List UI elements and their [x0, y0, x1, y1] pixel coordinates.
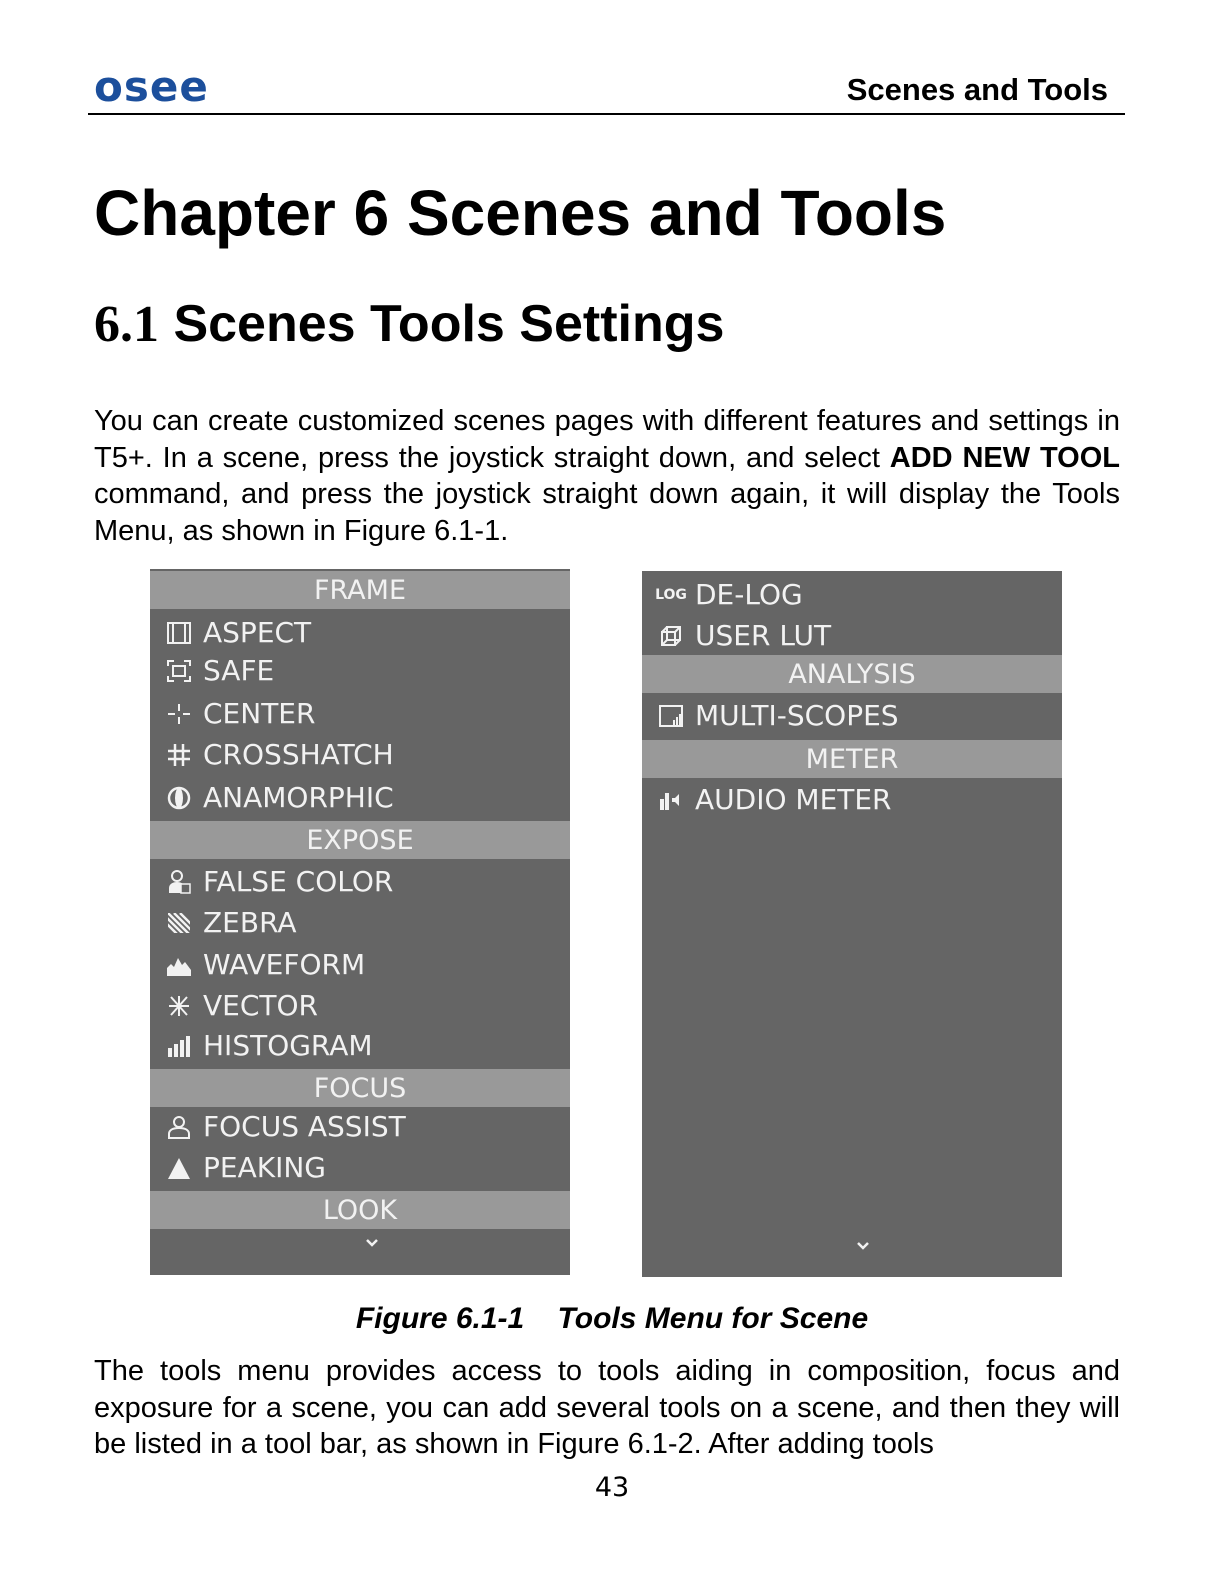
running-header: Scenes and Tools [846, 72, 1108, 107]
menu-item-label: FOCUS ASSIST [203, 1110, 406, 1143]
menu-item-label: ANAMORPHIC [203, 781, 394, 814]
menu-item-histogram[interactable] [164, 1026, 373, 1066]
log-icon: LOG [655, 587, 687, 603]
histogram-icon [164, 1032, 194, 1060]
section-number: 6.1 [94, 296, 159, 353]
menu-header-analysis: ANALYSIS [642, 655, 1062, 693]
menu-item-label: DE-LOG [695, 578, 803, 611]
menu-header-meter: METER [642, 740, 1062, 778]
intro-text-2: command, and press the joystick straight down again, it will display the Tools Menu, as shown in Figure 6.1-1. [94, 478, 1120, 547]
menu-item-zebra[interactable] [164, 903, 297, 943]
section-title-text: Scenes Tools Settings [173, 295, 725, 353]
menu-item-vector[interactable] [164, 986, 318, 1026]
multi-scopes-icon [656, 702, 686, 730]
body-paragraph: The tools menu provides access to tools aiding in composition, focus and exposure for a scene, you can add several tools on a scene, and then they will be listed in a tool bar, as shown in Figure 6.1-2. After adding tools [94, 1355, 1120, 1460]
menu-item-label: CENTER [203, 697, 316, 730]
intro-command-name: ADD NEW TOOL [889, 441, 1120, 474]
menu-header-look: LOOK [150, 1191, 570, 1229]
center-icon [164, 700, 194, 728]
menu-header-expose: EXPOSE [150, 821, 570, 859]
tools-menu-left-panel [150, 569, 570, 1275]
menu-item-label: HISTOGRAM [203, 1029, 373, 1062]
zebra-icon [164, 909, 194, 937]
tools-menu-right-panel [642, 571, 1062, 1277]
menu-item-peaking[interactable] [164, 1148, 326, 1188]
menu-item-focus-assist[interactable] [164, 1107, 406, 1147]
menu-item-aspect[interactable] [164, 613, 311, 653]
page-number: 43 [594, 1472, 630, 1503]
waveform-icon [164, 951, 194, 979]
crosshatch-icon [164, 741, 194, 769]
vector-icon [164, 992, 194, 1020]
menu-item-crosshatch[interactable] [164, 735, 394, 775]
menu-item-label: USER LUT [695, 619, 832, 652]
menu-header-focus: FOCUS [150, 1069, 570, 1107]
menu-item-center[interactable] [164, 694, 315, 734]
focus-assist-icon [164, 1113, 194, 1141]
menu-item-label: SAFE [203, 654, 275, 687]
menu-item-label: AUDIO METER [695, 783, 892, 816]
menu-item-label: CROSSHATCH [203, 738, 394, 771]
menu-item-label: MULTI-SCOPES [695, 699, 899, 732]
menu-item-label: FALSE COLOR [203, 865, 394, 898]
section-title [94, 296, 724, 353]
chevron-down-icon[interactable] [362, 1236, 382, 1250]
peaking-icon [164, 1154, 194, 1182]
chevron-down-icon[interactable] [853, 1239, 873, 1253]
menu-item-safe[interactable] [164, 651, 274, 691]
menu-item-de-log[interactable] [656, 575, 803, 615]
safe-icon [164, 657, 194, 685]
menu-item-label: WAVEFORM [203, 948, 366, 981]
menu-item-label: ASPECT [203, 616, 312, 649]
anamorphic-icon [164, 784, 194, 812]
menu-item-false-color[interactable] [164, 862, 393, 902]
intro-text-1: You can create customized scenes pages with different features and settings in T5+. In a scene, press the joystick straight down, and select [94, 405, 1120, 474]
intro-paragraph [94, 403, 1120, 549]
menu-item-waveform[interactable] [164, 945, 365, 985]
menu-item-anamorphic[interactable] [164, 778, 394, 818]
chapter-title: Chapter 6 Scenes and Tools [94, 177, 947, 249]
menu-item-label: PEAKING [203, 1151, 326, 1184]
menu-item-audio-meter[interactable] [656, 780, 892, 820]
figure-caption: Figure 6.1-1 Tools Menu for Scene [355, 1302, 869, 1335]
menu-header-frame: FRAME [150, 571, 570, 609]
brand-logo: osee [94, 62, 209, 111]
header-divider [88, 113, 1125, 115]
menu-item-label: ZEBRA [203, 906, 297, 939]
menu-item-label: VECTOR [203, 989, 318, 1022]
menu-item-multi-scopes[interactable] [656, 696, 899, 736]
false-color-icon [164, 868, 194, 896]
audio-meter-icon [656, 786, 686, 814]
user-lut-icon [656, 622, 686, 650]
aspect-icon [164, 619, 194, 647]
menu-item-user-lut[interactable] [656, 616, 831, 656]
